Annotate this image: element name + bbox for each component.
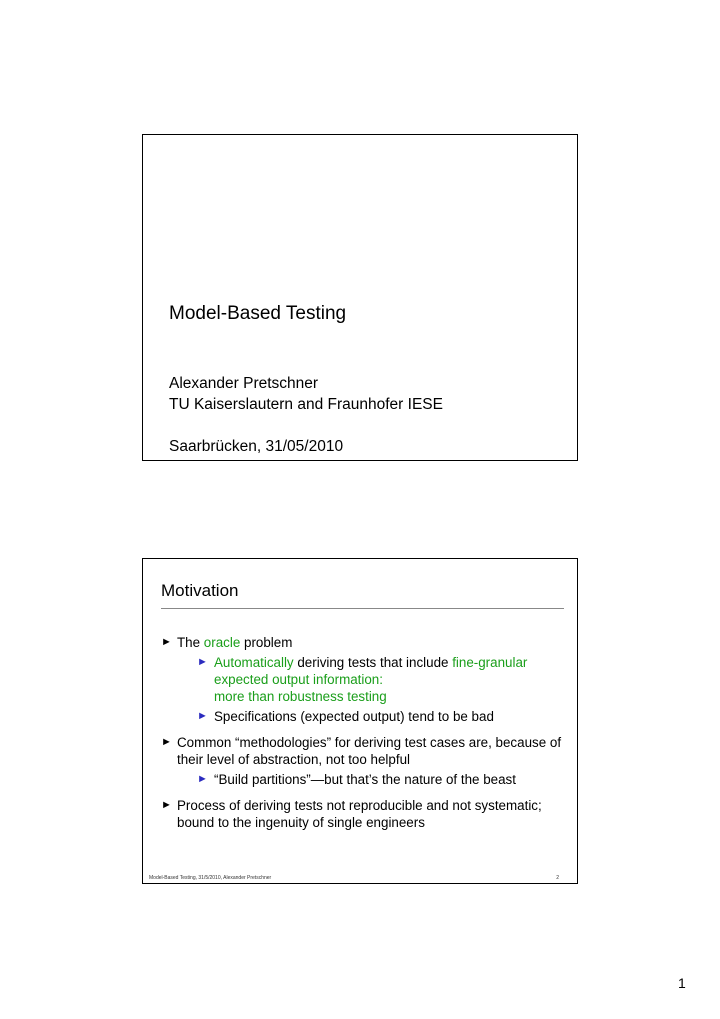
title-slide: [142, 134, 578, 461]
slide1-title: Model-Based Testing: [169, 303, 347, 324]
sub1-highlight-fine-granular: fine-granular expected output information:: [214, 655, 528, 687]
slide2-body: [161, 634, 566, 840]
slide1-author: Alexander Pretschner: [169, 375, 319, 392]
bullet1-highlight: oracle: [203, 635, 241, 650]
bullet-process: ► Process of deriving tests not reproducible and not systematic; bound to the ingenuity of single engineers: [161, 797, 566, 831]
title-divider: [161, 608, 564, 609]
slide2-footer: Model-Based Testing, 31/5/2010, Alexander Pretschner: [149, 875, 272, 881]
bullet-oracle-problem: [161, 634, 566, 725]
page-number: 1: [678, 975, 686, 991]
bullet1-text-pre: The: [177, 635, 204, 650]
sub-bullet-build-partitions: ► “Build partitions”—but that’s the nature of the beast: [177, 771, 566, 788]
slide2-number: 2: [556, 875, 559, 881]
bullet1-text-post: problem: [240, 635, 293, 650]
slide1-place-date: Saarbrücken, 31/05/2010: [169, 438, 344, 455]
motivation-slide: [142, 558, 578, 884]
slide2-title: Motivation: [161, 581, 239, 600]
sub-bullet-automatically: [177, 654, 566, 705]
bullet2-text: Common “methodologies” for deriving test cases are, because of their level of abstraction, not too helpful: [177, 735, 562, 767]
bullet-methodologies: [161, 734, 566, 788]
slide1-affiliation: TU Kaiserslautern and Fraunhofer IESE: [169, 396, 443, 413]
sub-bullet-specifications: ► Specifications (expected output) tend to be bad: [177, 708, 566, 725]
sub1-highlight-automatically: Automatically: [214, 655, 294, 670]
sub1-highlight-robustness: more than robustness testing: [214, 689, 387, 704]
sub1-text-mid: deriving tests that include: [293, 655, 453, 670]
